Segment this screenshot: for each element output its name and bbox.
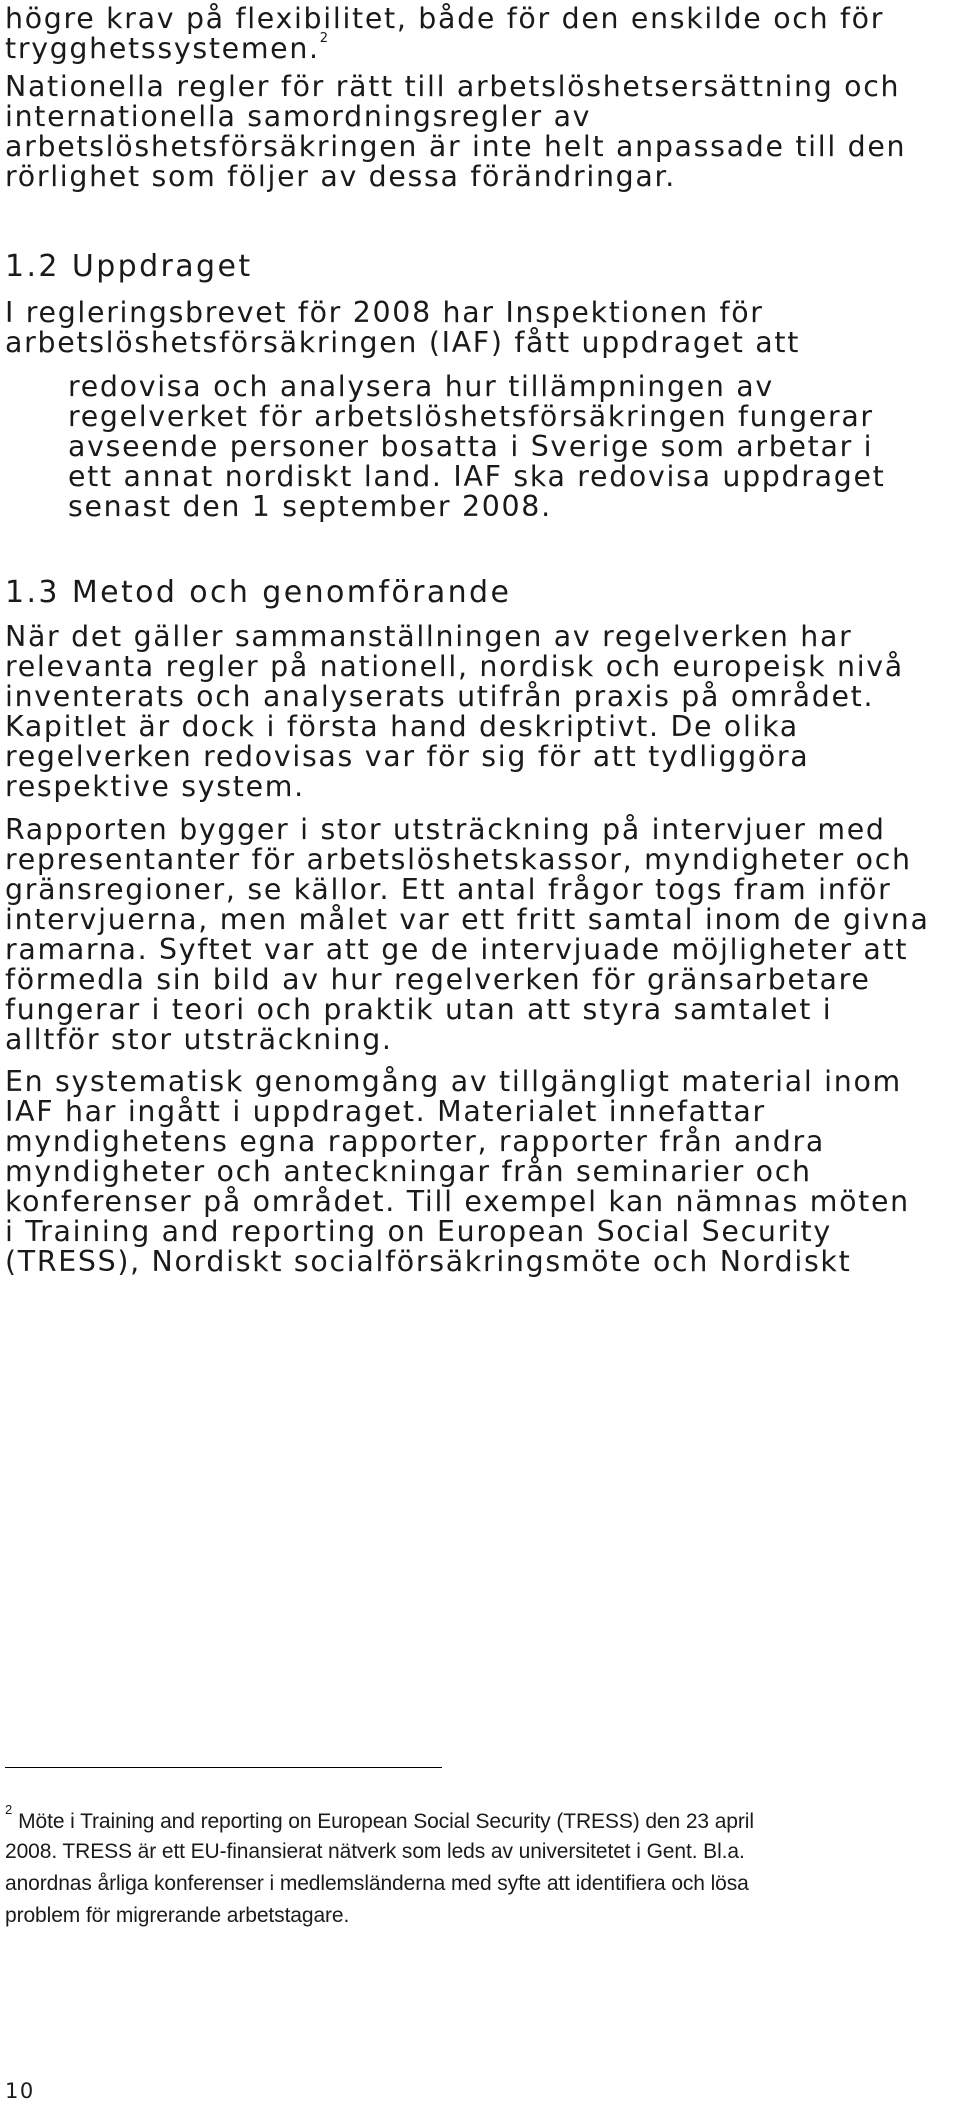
footnote-line: 2008. TRESS är ett EU-finansierat nätverk som leds av universitetet i Gent. Bl.a. (5, 1840, 745, 1863)
paragraph-line: En systematisk genomgång av tillgängligt material inom (5, 1065, 902, 1098)
footnote-separator (5, 1767, 442, 1768)
paragraph-line: arbetslöshetsförsäkringen (IAF) fått uppdraget att (5, 326, 801, 359)
paragraph-line: internationella samordningsregler av (5, 100, 592, 133)
intro-line: högre krav på flexibilitet, både för den enskilde och för (5, 2, 885, 35)
section-heading: 1.2 Uppdraget (5, 249, 253, 284)
paragraph-line: inventerats och analyserats utifrån praxis på området. (5, 680, 875, 713)
footnote-line: problem för migrerande arbetstagare. (5, 1904, 350, 1927)
paragraph-line: intervjuerna, men målet var ett fritt samtal inom de givna (5, 903, 930, 936)
section-heading: 1.3 Metod och genomförande (5, 575, 512, 610)
footnote-line (5, 1802, 754, 1834)
paragraph-line: (TRESS), Nordiskt socialförsäkringsmöte och Nordiskt (5, 1245, 852, 1278)
footnote-marker: 2 (5, 1802, 13, 1817)
page-number: 10 (5, 2079, 35, 2103)
quote-line: ett annat nordiskt land. IAF ska redovisa uppdraget (68, 460, 886, 493)
paragraph-line: myndigheter och anteckningar från seminarier och (5, 1155, 812, 1188)
footnote-line: anordnas årliga konferenser i medlemsländerna med syfte att identifiera och lösa (5, 1872, 749, 1895)
intro-line-text: trygghetssystemen. (5, 32, 320, 65)
paragraph-line: konferenser på området. Till exempel kan nämnas möten (5, 1185, 910, 1218)
paragraph-line: i Training and reporting on European Social Security (5, 1215, 832, 1248)
paragraph-line: I regleringsbrevet för 2008 har Inspektionen för (5, 296, 764, 329)
paragraph-line: respektive system. (5, 770, 305, 803)
footnote-reference: 2 (319, 30, 330, 46)
footnote-text: Möte i Training and reporting on European Social Security (TRESS) den 23 april (18, 1810, 754, 1833)
paragraph-line: arbetslöshetsförsäkringen är inte helt anpassade till den (5, 130, 907, 163)
paragraph-line: IAF har ingått i uppdraget. Materialet innefattar (5, 1095, 766, 1128)
paragraph-line: relevanta regler på nationell, nordisk och europeisk nivå (5, 650, 904, 683)
paragraph-line: alltför stor utsträckning. (5, 1023, 393, 1056)
quote-line: redovisa och analysera hur tillämpningen av (68, 370, 774, 403)
paragraph-line: fungerar i teori och praktik utan att styra samtalet i (5, 993, 833, 1026)
paragraph-line: Kapitlet är dock i första hand deskriptivt. De olika (5, 710, 799, 743)
quote-line: avseende personer bosatta i Sverige som arbetar i (68, 430, 874, 463)
paragraph-line: När det gäller sammanställningen av regelverken har (5, 620, 853, 653)
paragraph-line: rörlighet som följer av dessa förändringar. (5, 160, 676, 193)
intro-line (5, 32, 330, 65)
paragraph-line: regelverken redovisas var för sig för att tydliggöra (5, 740, 810, 773)
quote-line: regelverket för arbetslöshetsförsäkringen fungerar (68, 400, 874, 433)
paragraph-line: förmedla sin bild av hur regelverken för gränsarbetare (5, 963, 871, 996)
paragraph-line: Rapporten bygger i stor utsträckning på intervjuer med (5, 813, 886, 846)
paragraph-line: myndighetens egna rapporter, rapporter från andra (5, 1125, 825, 1158)
quote-line: senast den 1 september 2008. (68, 490, 552, 523)
paragraph-line: representanter för arbetslöshetskassor, myndigheter och (5, 843, 912, 876)
paragraph-line: ramarna. Syftet var att ge de intervjuade möjligheter att (5, 933, 909, 966)
paragraph-line: gränsregioner, se källor. Ett antal frågor togs fram inför (5, 873, 892, 906)
paragraph-line: Nationella regler för rätt till arbetslöshetsersättning och (5, 70, 901, 103)
